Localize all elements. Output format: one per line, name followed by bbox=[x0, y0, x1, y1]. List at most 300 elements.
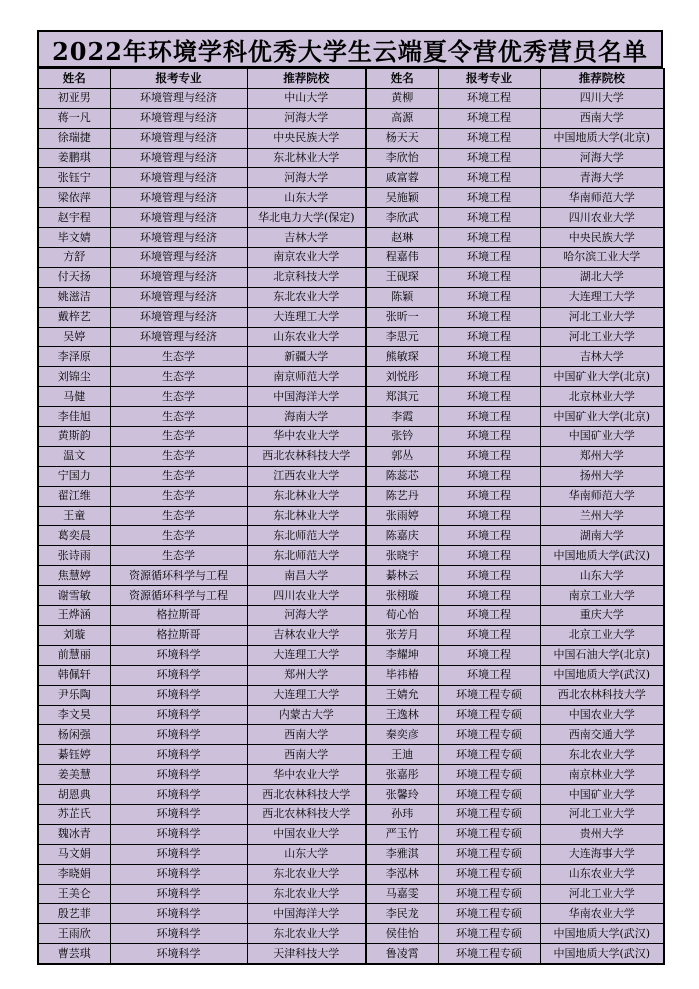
cell-school-left: 中国农业大学 bbox=[247, 824, 366, 844]
cell-major-left: 环境科学 bbox=[110, 665, 247, 685]
cell-school-left: 华中农业大学 bbox=[247, 427, 366, 447]
cell-school-right: 北京林业大学 bbox=[540, 387, 664, 407]
cell-major-right: 环境工程 bbox=[438, 586, 540, 606]
cell-name-left: 姜鹏琪 bbox=[38, 148, 110, 168]
cell-school-left: 内蒙古大学 bbox=[247, 705, 366, 725]
table-row bbox=[38, 566, 664, 586]
cell-name-left: 李晓娟 bbox=[38, 864, 110, 884]
cell-name-right: 李思元 bbox=[366, 327, 438, 347]
cell-school-right: 东北农业大学 bbox=[540, 745, 664, 765]
cell-name-left: 王烨涵 bbox=[38, 606, 110, 626]
table-row bbox=[38, 228, 664, 248]
cell-name-left: 王雨欣 bbox=[38, 924, 110, 944]
cell-name-right: 吴施颖 bbox=[366, 188, 438, 208]
cell-school-right: 中国石油大学(北京) bbox=[540, 645, 664, 665]
cell-school-right: 兰州大学 bbox=[540, 506, 664, 526]
cell-major-right: 环境工程 bbox=[438, 168, 540, 188]
cell-major-right: 环境工程 bbox=[438, 347, 540, 367]
cell-school-left: 东北农业大学 bbox=[247, 864, 366, 884]
cell-school-right: 山东大学 bbox=[540, 566, 664, 586]
cell-school-right: 中国矿业大学 bbox=[540, 427, 664, 447]
table-row bbox=[38, 705, 664, 725]
cell-school-right: 西北农林科技大学 bbox=[540, 685, 664, 705]
cell-school-left: 西北农林科技大学 bbox=[247, 785, 366, 805]
cell-name-right: 荀心怡 bbox=[366, 606, 438, 626]
cell-school-left: 南京农业大学 bbox=[247, 248, 366, 268]
cell-name-left: 黄斯韵 bbox=[38, 427, 110, 447]
header-row bbox=[38, 69, 664, 89]
table-row bbox=[38, 267, 664, 287]
cell-school-right: 南京林业大学 bbox=[540, 765, 664, 785]
cell-major-right: 环境工程 bbox=[438, 208, 540, 228]
cell-major-left: 环境科学 bbox=[110, 765, 247, 785]
cell-school-right: 西南交通大学 bbox=[540, 725, 664, 745]
cell-school-left: 江西农业大学 bbox=[247, 466, 366, 486]
cell-name-left: 曹芸琪 bbox=[38, 944, 110, 964]
cell-major-left: 环境科学 bbox=[110, 645, 247, 665]
cell-name-right: 王砚琛 bbox=[366, 267, 438, 287]
cell-name-left: 杨闲强 bbox=[38, 725, 110, 745]
table-row bbox=[38, 108, 664, 128]
cell-school-left: 北京科技大学 bbox=[247, 267, 366, 287]
cell-school-right: 华南师范大学 bbox=[540, 486, 664, 506]
cell-school-left: 山东大学 bbox=[247, 188, 366, 208]
cell-school-right: 山东农业大学 bbox=[540, 864, 664, 884]
table-row bbox=[38, 307, 664, 327]
cell-school-right: 河北工业大学 bbox=[540, 307, 664, 327]
cell-name-right: 戚富蓉 bbox=[366, 168, 438, 188]
cell-major-left: 格拉斯哥 bbox=[110, 625, 247, 645]
cell-name-left: 韩佩轩 bbox=[38, 665, 110, 685]
cell-major-right: 环境工程 bbox=[438, 566, 540, 586]
cell-major-right: 环境工程 bbox=[438, 327, 540, 347]
cell-major-left: 生态学 bbox=[110, 347, 247, 367]
cell-name-left: 谢雪敏 bbox=[38, 586, 110, 606]
cell-name-right: 杨天天 bbox=[366, 128, 438, 148]
cell-school-right: 河北工业大学 bbox=[540, 884, 664, 904]
table-row bbox=[38, 665, 664, 685]
cell-major-left: 环境管理与经济 bbox=[110, 108, 247, 128]
cell-name-right: 张馨玲 bbox=[366, 785, 438, 805]
cell-major-left: 生态学 bbox=[110, 367, 247, 387]
cell-major-left: 环境管理与经济 bbox=[110, 128, 247, 148]
cell-school-left: 东北师范大学 bbox=[247, 546, 366, 566]
cell-name-left: 宁国力 bbox=[38, 466, 110, 486]
cell-school-right: 中国矿业大学(北京) bbox=[540, 367, 664, 387]
cell-major-left: 生态学 bbox=[110, 506, 247, 526]
cell-major-left: 资源循环科学与工程 bbox=[110, 566, 247, 586]
cell-school-left: 西南大学 bbox=[247, 745, 366, 765]
cell-name-right: 黄柳 bbox=[366, 88, 438, 108]
table-row bbox=[38, 347, 664, 367]
cell-school-right: 中国地质大学(武汉) bbox=[540, 924, 664, 944]
cell-school-left: 吉林农业大学 bbox=[247, 625, 366, 645]
cell-school-right: 郑州大学 bbox=[540, 446, 664, 466]
cell-major-left: 环境科学 bbox=[110, 864, 247, 884]
cell-major-left: 环境科学 bbox=[110, 904, 247, 924]
cell-school-left: 东北师范大学 bbox=[247, 526, 366, 546]
table-row bbox=[38, 168, 664, 188]
cell-school-left: 吉林大学 bbox=[247, 228, 366, 248]
cell-name-left: 李文昊 bbox=[38, 705, 110, 725]
cell-major-right: 环境工程专硕 bbox=[438, 785, 540, 805]
cell-school-left: 天津科技大学 bbox=[247, 944, 366, 964]
cell-name-left: 吴婷 bbox=[38, 327, 110, 347]
cell-name-left: 姚滋洁 bbox=[38, 287, 110, 307]
table-row bbox=[38, 586, 664, 606]
cell-major-right: 环境工程 bbox=[438, 427, 540, 447]
cell-school-left: 西北农林科技大学 bbox=[247, 446, 366, 466]
cell-school-left: 新疆大学 bbox=[247, 347, 366, 367]
cell-name-left: 魏冰青 bbox=[38, 824, 110, 844]
cell-name-left: 殷艺菲 bbox=[38, 904, 110, 924]
cell-name-right: 李耀坤 bbox=[366, 645, 438, 665]
cell-name-right: 李雅淇 bbox=[366, 844, 438, 864]
cell-name-left: 苏芷氏 bbox=[38, 804, 110, 824]
cell-major-right: 环境工程 bbox=[438, 665, 540, 685]
cell-school-left: 中山大学 bbox=[247, 88, 366, 108]
cell-school-left: 东北林业大学 bbox=[247, 148, 366, 168]
cell-major-right: 环境工程 bbox=[438, 307, 540, 327]
cell-school-right: 河海大学 bbox=[540, 148, 664, 168]
table-row bbox=[38, 685, 664, 705]
cell-major-right: 环境工程 bbox=[438, 128, 540, 148]
cell-major-left: 生态学 bbox=[110, 407, 247, 427]
table-row bbox=[38, 88, 664, 108]
cell-major-left: 环境管理与经济 bbox=[110, 168, 247, 188]
cell-name-left: 胡恩典 bbox=[38, 785, 110, 805]
cell-name-right: 李霞 bbox=[366, 407, 438, 427]
cell-school-right: 中国矿业大学 bbox=[540, 785, 664, 805]
cell-school-left: 中国海洋大学 bbox=[247, 904, 366, 924]
cell-major-right: 环境工程专硕 bbox=[438, 904, 540, 924]
cell-name-right: 高源 bbox=[366, 108, 438, 128]
cell-name-left: 张诗雨 bbox=[38, 546, 110, 566]
cell-major-left: 格拉斯哥 bbox=[110, 606, 247, 626]
table-row bbox=[38, 645, 664, 665]
cell-major-right: 环境工程专硕 bbox=[438, 944, 540, 964]
cell-major-right: 环境工程专硕 bbox=[438, 884, 540, 904]
cell-name-right: 綦林云 bbox=[366, 566, 438, 586]
cell-major-left: 环境科学 bbox=[110, 924, 247, 944]
cell-name-left: 张钰宁 bbox=[38, 168, 110, 188]
cell-name-left: 付天扬 bbox=[38, 267, 110, 287]
cell-name-right: 王逸林 bbox=[366, 705, 438, 725]
cell-name-left: 翟江维 bbox=[38, 486, 110, 506]
cell-name-right: 李泓林 bbox=[366, 864, 438, 884]
cell-name-left: 徐瑞捷 bbox=[38, 128, 110, 148]
cell-name-right: 严玉竹 bbox=[366, 824, 438, 844]
table-row bbox=[38, 765, 664, 785]
cell-major-right: 环境工程 bbox=[438, 88, 540, 108]
cell-major-right: 环境工程 bbox=[438, 625, 540, 645]
cell-major-right: 环境工程 bbox=[438, 546, 540, 566]
cell-major-right: 环境工程 bbox=[438, 446, 540, 466]
cell-name-left: 前慧丽 bbox=[38, 645, 110, 665]
table-row bbox=[38, 128, 664, 148]
cell-name-right: 刘悦彤 bbox=[366, 367, 438, 387]
cell-major-right: 环境工程 bbox=[438, 228, 540, 248]
cell-major-right: 环境工程专硕 bbox=[438, 725, 540, 745]
header-school-left: 推荐院校 bbox=[247, 69, 366, 89]
cell-major-right: 环境工程专硕 bbox=[438, 705, 540, 725]
cell-school-left: 郑州大学 bbox=[247, 665, 366, 685]
table-row bbox=[38, 367, 664, 387]
cell-school-left: 海南大学 bbox=[247, 407, 366, 427]
table-row bbox=[38, 785, 664, 805]
cell-name-right: 毕祎椿 bbox=[366, 665, 438, 685]
cell-name-left: 初亚男 bbox=[38, 88, 110, 108]
cell-major-left: 生态学 bbox=[110, 486, 247, 506]
cell-school-right: 湖南大学 bbox=[540, 526, 664, 546]
cell-school-right: 青海大学 bbox=[540, 168, 664, 188]
table-row bbox=[38, 804, 664, 824]
table-row bbox=[38, 506, 664, 526]
cell-major-left: 环境管理与经济 bbox=[110, 88, 247, 108]
table-row bbox=[38, 407, 664, 427]
cell-major-left: 生态学 bbox=[110, 387, 247, 407]
cell-name-right: 鲁凌霄 bbox=[366, 944, 438, 964]
cell-name-right: 郭丛 bbox=[366, 446, 438, 466]
cell-name-right: 张芳月 bbox=[366, 625, 438, 645]
cell-name-right: 侯佳怡 bbox=[366, 924, 438, 944]
table-row bbox=[38, 944, 664, 964]
cell-name-left: 方舒 bbox=[38, 248, 110, 268]
table-row bbox=[38, 446, 664, 466]
cell-school-right: 重庆大学 bbox=[540, 606, 664, 626]
cell-major-right: 环境工程 bbox=[438, 148, 540, 168]
cell-major-right: 环境工程专硕 bbox=[438, 745, 540, 765]
table-row bbox=[38, 924, 664, 944]
table-row bbox=[38, 725, 664, 745]
cell-school-left: 华北电力大学(保定) bbox=[247, 208, 366, 228]
cell-major-left: 环境管理与经济 bbox=[110, 188, 247, 208]
cell-school-left: 东北农业大学 bbox=[247, 924, 366, 944]
cell-name-left: 葛奕晨 bbox=[38, 526, 110, 546]
cell-name-right: 秦奕彦 bbox=[366, 725, 438, 745]
cell-major-left: 生态学 bbox=[110, 427, 247, 447]
cell-school-right: 河北工业大学 bbox=[540, 327, 664, 347]
cell-school-left: 河海大学 bbox=[247, 168, 366, 188]
cell-major-right: 环境工程专硕 bbox=[438, 765, 540, 785]
cell-major-left: 环境科学 bbox=[110, 685, 247, 705]
cell-major-right: 环境工程专硕 bbox=[438, 804, 540, 824]
cell-name-right: 陈颖 bbox=[366, 287, 438, 307]
cell-school-right: 四川农业大学 bbox=[540, 208, 664, 228]
cell-major-right: 环境工程 bbox=[438, 108, 540, 128]
header-school-right: 推荐院校 bbox=[540, 69, 664, 89]
cell-school-left: 东北农业大学 bbox=[247, 884, 366, 904]
cell-school-left: 西南大学 bbox=[247, 725, 366, 745]
cell-major-right: 环境工程 bbox=[438, 645, 540, 665]
cell-major-right: 环境工程专硕 bbox=[438, 864, 540, 884]
roster-sheet bbox=[37, 30, 663, 965]
cell-major-right: 环境工程 bbox=[438, 526, 540, 546]
cell-major-left: 环境管理与经济 bbox=[110, 208, 247, 228]
cell-major-right: 环境工程 bbox=[438, 387, 540, 407]
cell-school-left: 南昌大学 bbox=[247, 566, 366, 586]
cell-major-right: 环境工程专硕 bbox=[438, 824, 540, 844]
cell-school-right: 中国地质大学(北京) bbox=[540, 128, 664, 148]
cell-name-right: 李民龙 bbox=[366, 904, 438, 924]
cell-school-right: 中国地质大学(武汉) bbox=[540, 546, 664, 566]
cell-school-left: 山东农业大学 bbox=[247, 327, 366, 347]
cell-major-left: 环境科学 bbox=[110, 705, 247, 725]
cell-major-left: 生态学 bbox=[110, 526, 247, 546]
table-row bbox=[38, 208, 664, 228]
cell-major-left: 环境管理与经济 bbox=[110, 248, 247, 268]
cell-school-right: 中国农业大学 bbox=[540, 705, 664, 725]
cell-name-left: 马健 bbox=[38, 387, 110, 407]
cell-name-left: 姜美慧 bbox=[38, 765, 110, 785]
cell-name-right: 赵琳 bbox=[366, 228, 438, 248]
cell-school-right: 华南师范大学 bbox=[540, 188, 664, 208]
cell-name-right: 张昕一 bbox=[366, 307, 438, 327]
cell-name-right: 张栩璇 bbox=[366, 586, 438, 606]
cell-school-left: 山东大学 bbox=[247, 844, 366, 864]
table-row bbox=[38, 387, 664, 407]
cell-school-left: 东北农业大学 bbox=[247, 287, 366, 307]
cell-name-right: 张雨婷 bbox=[366, 506, 438, 526]
cell-school-left: 南京师范大学 bbox=[247, 367, 366, 387]
table-row bbox=[38, 884, 664, 904]
table-row bbox=[38, 844, 664, 864]
cell-school-right: 湖北大学 bbox=[540, 267, 664, 287]
cell-major-left: 环境科学 bbox=[110, 824, 247, 844]
cell-school-right: 扬州大学 bbox=[540, 466, 664, 486]
cell-major-right: 环境工程 bbox=[438, 267, 540, 287]
cell-school-right: 中国地质大学(武汉) bbox=[540, 665, 664, 685]
cell-major-right: 环境工程 bbox=[438, 606, 540, 626]
cell-name-right: 熊敏琛 bbox=[366, 347, 438, 367]
cell-school-left: 西北农林科技大学 bbox=[247, 804, 366, 824]
cell-name-right: 王婧允 bbox=[366, 685, 438, 705]
cell-school-right: 西南大学 bbox=[540, 108, 664, 128]
cell-major-left: 生态学 bbox=[110, 446, 247, 466]
cell-major-left: 环境管理与经济 bbox=[110, 267, 247, 287]
cell-major-right: 环境工程 bbox=[438, 486, 540, 506]
cell-school-right: 中国地质大学(武汉) bbox=[540, 944, 664, 964]
cell-name-right: 孙玮 bbox=[366, 804, 438, 824]
cell-name-left: 毕文婧 bbox=[38, 228, 110, 248]
cell-major-left: 环境科学 bbox=[110, 725, 247, 745]
table-row bbox=[38, 546, 664, 566]
cell-name-right: 陈蕊芯 bbox=[366, 466, 438, 486]
cell-name-right: 张嘉彤 bbox=[366, 765, 438, 785]
cell-major-left: 生态学 bbox=[110, 466, 247, 486]
cell-major-right: 环境工程专硕 bbox=[438, 924, 540, 944]
cell-name-left: 蒋一凡 bbox=[38, 108, 110, 128]
table-row bbox=[38, 188, 664, 208]
cell-name-right: 程嘉伟 bbox=[366, 248, 438, 268]
cell-school-left: 中国海洋大学 bbox=[247, 387, 366, 407]
cell-major-right: 环境工程 bbox=[438, 407, 540, 427]
table-row bbox=[38, 486, 664, 506]
cell-name-right: 郑淇元 bbox=[366, 387, 438, 407]
cell-school-left: 大连理工大学 bbox=[247, 307, 366, 327]
cell-name-left: 王美仑 bbox=[38, 884, 110, 904]
table-row bbox=[38, 864, 664, 884]
table-row bbox=[38, 248, 664, 268]
header-name-left: 姓名 bbox=[38, 69, 110, 89]
cell-name-left: 王童 bbox=[38, 506, 110, 526]
cell-school-left: 大连理工大学 bbox=[247, 685, 366, 705]
cell-name-left: 温文 bbox=[38, 446, 110, 466]
cell-major-left: 环境管理与经济 bbox=[110, 228, 247, 248]
cell-major-left: 环境管理与经济 bbox=[110, 148, 247, 168]
cell-major-right: 环境工程 bbox=[438, 287, 540, 307]
cell-major-left: 生态学 bbox=[110, 546, 247, 566]
cell-name-left: 刘璇 bbox=[38, 625, 110, 645]
cell-major-left: 环境科学 bbox=[110, 745, 247, 765]
cell-school-right: 大连海事大学 bbox=[540, 844, 664, 864]
cell-major-right: 环境工程 bbox=[438, 188, 540, 208]
cell-school-right: 华南农业大学 bbox=[540, 904, 664, 924]
cell-school-right: 哈尔滨工业大学 bbox=[540, 248, 664, 268]
cell-name-left: 焦慧婷 bbox=[38, 566, 110, 586]
table-row bbox=[38, 526, 664, 546]
cell-major-left: 环境科学 bbox=[110, 944, 247, 964]
cell-major-right: 环境工程 bbox=[438, 506, 540, 526]
roster-table bbox=[37, 68, 665, 965]
cell-name-left: 李佳旭 bbox=[38, 407, 110, 427]
cell-major-right: 环境工程 bbox=[438, 367, 540, 387]
cell-name-left: 李泽原 bbox=[38, 347, 110, 367]
cell-name-right: 王迪 bbox=[366, 745, 438, 765]
cell-name-right: 马嘉雯 bbox=[366, 884, 438, 904]
cell-name-right: 张晓宇 bbox=[366, 546, 438, 566]
cell-major-left: 环境管理与经济 bbox=[110, 307, 247, 327]
cell-school-right: 大连理工大学 bbox=[540, 287, 664, 307]
cell-school-left: 中央民族大学 bbox=[247, 128, 366, 148]
cell-name-left: 刘锦尘 bbox=[38, 367, 110, 387]
cell-school-right: 南京工业大学 bbox=[540, 586, 664, 606]
cell-school-right: 中国矿业大学(北京) bbox=[540, 407, 664, 427]
cell-major-left: 环境科学 bbox=[110, 785, 247, 805]
cell-name-right: 陈嘉庆 bbox=[366, 526, 438, 546]
roster-body bbox=[38, 88, 664, 964]
cell-school-left: 河海大学 bbox=[247, 606, 366, 626]
table-row bbox=[38, 904, 664, 924]
cell-major-right: 环境工程 bbox=[438, 248, 540, 268]
cell-name-right: 李欣怡 bbox=[366, 148, 438, 168]
cell-major-right: 环境工程专硕 bbox=[438, 844, 540, 864]
cell-school-right: 河北工业大学 bbox=[540, 804, 664, 824]
cell-school-left: 河海大学 bbox=[247, 108, 366, 128]
table-row bbox=[38, 327, 664, 347]
cell-major-left: 环境科学 bbox=[110, 844, 247, 864]
cell-major-left: 环境管理与经济 bbox=[110, 287, 247, 307]
cell-school-left: 东北林业大学 bbox=[247, 506, 366, 526]
cell-name-left: 戴梓艺 bbox=[38, 307, 110, 327]
cell-name-left: 赵宇程 bbox=[38, 208, 110, 228]
cell-school-right: 贵州大学 bbox=[540, 824, 664, 844]
header-major-right: 报考专业 bbox=[438, 69, 540, 89]
cell-school-left: 华中农业大学 bbox=[247, 765, 366, 785]
table-row bbox=[38, 824, 664, 844]
table-row bbox=[38, 148, 664, 168]
cell-name-right: 张钤 bbox=[366, 427, 438, 447]
cell-name-left: 马文娟 bbox=[38, 844, 110, 864]
table-row bbox=[38, 427, 664, 447]
table-row bbox=[38, 606, 664, 626]
cell-school-left: 大连理工大学 bbox=[247, 645, 366, 665]
cell-name-right: 陈艺丹 bbox=[366, 486, 438, 506]
cell-name-left: 尹乐陶 bbox=[38, 685, 110, 705]
cell-major-left: 环境科学 bbox=[110, 884, 247, 904]
cell-major-right: 环境工程 bbox=[438, 466, 540, 486]
cell-major-left: 资源循环科学与工程 bbox=[110, 586, 247, 606]
